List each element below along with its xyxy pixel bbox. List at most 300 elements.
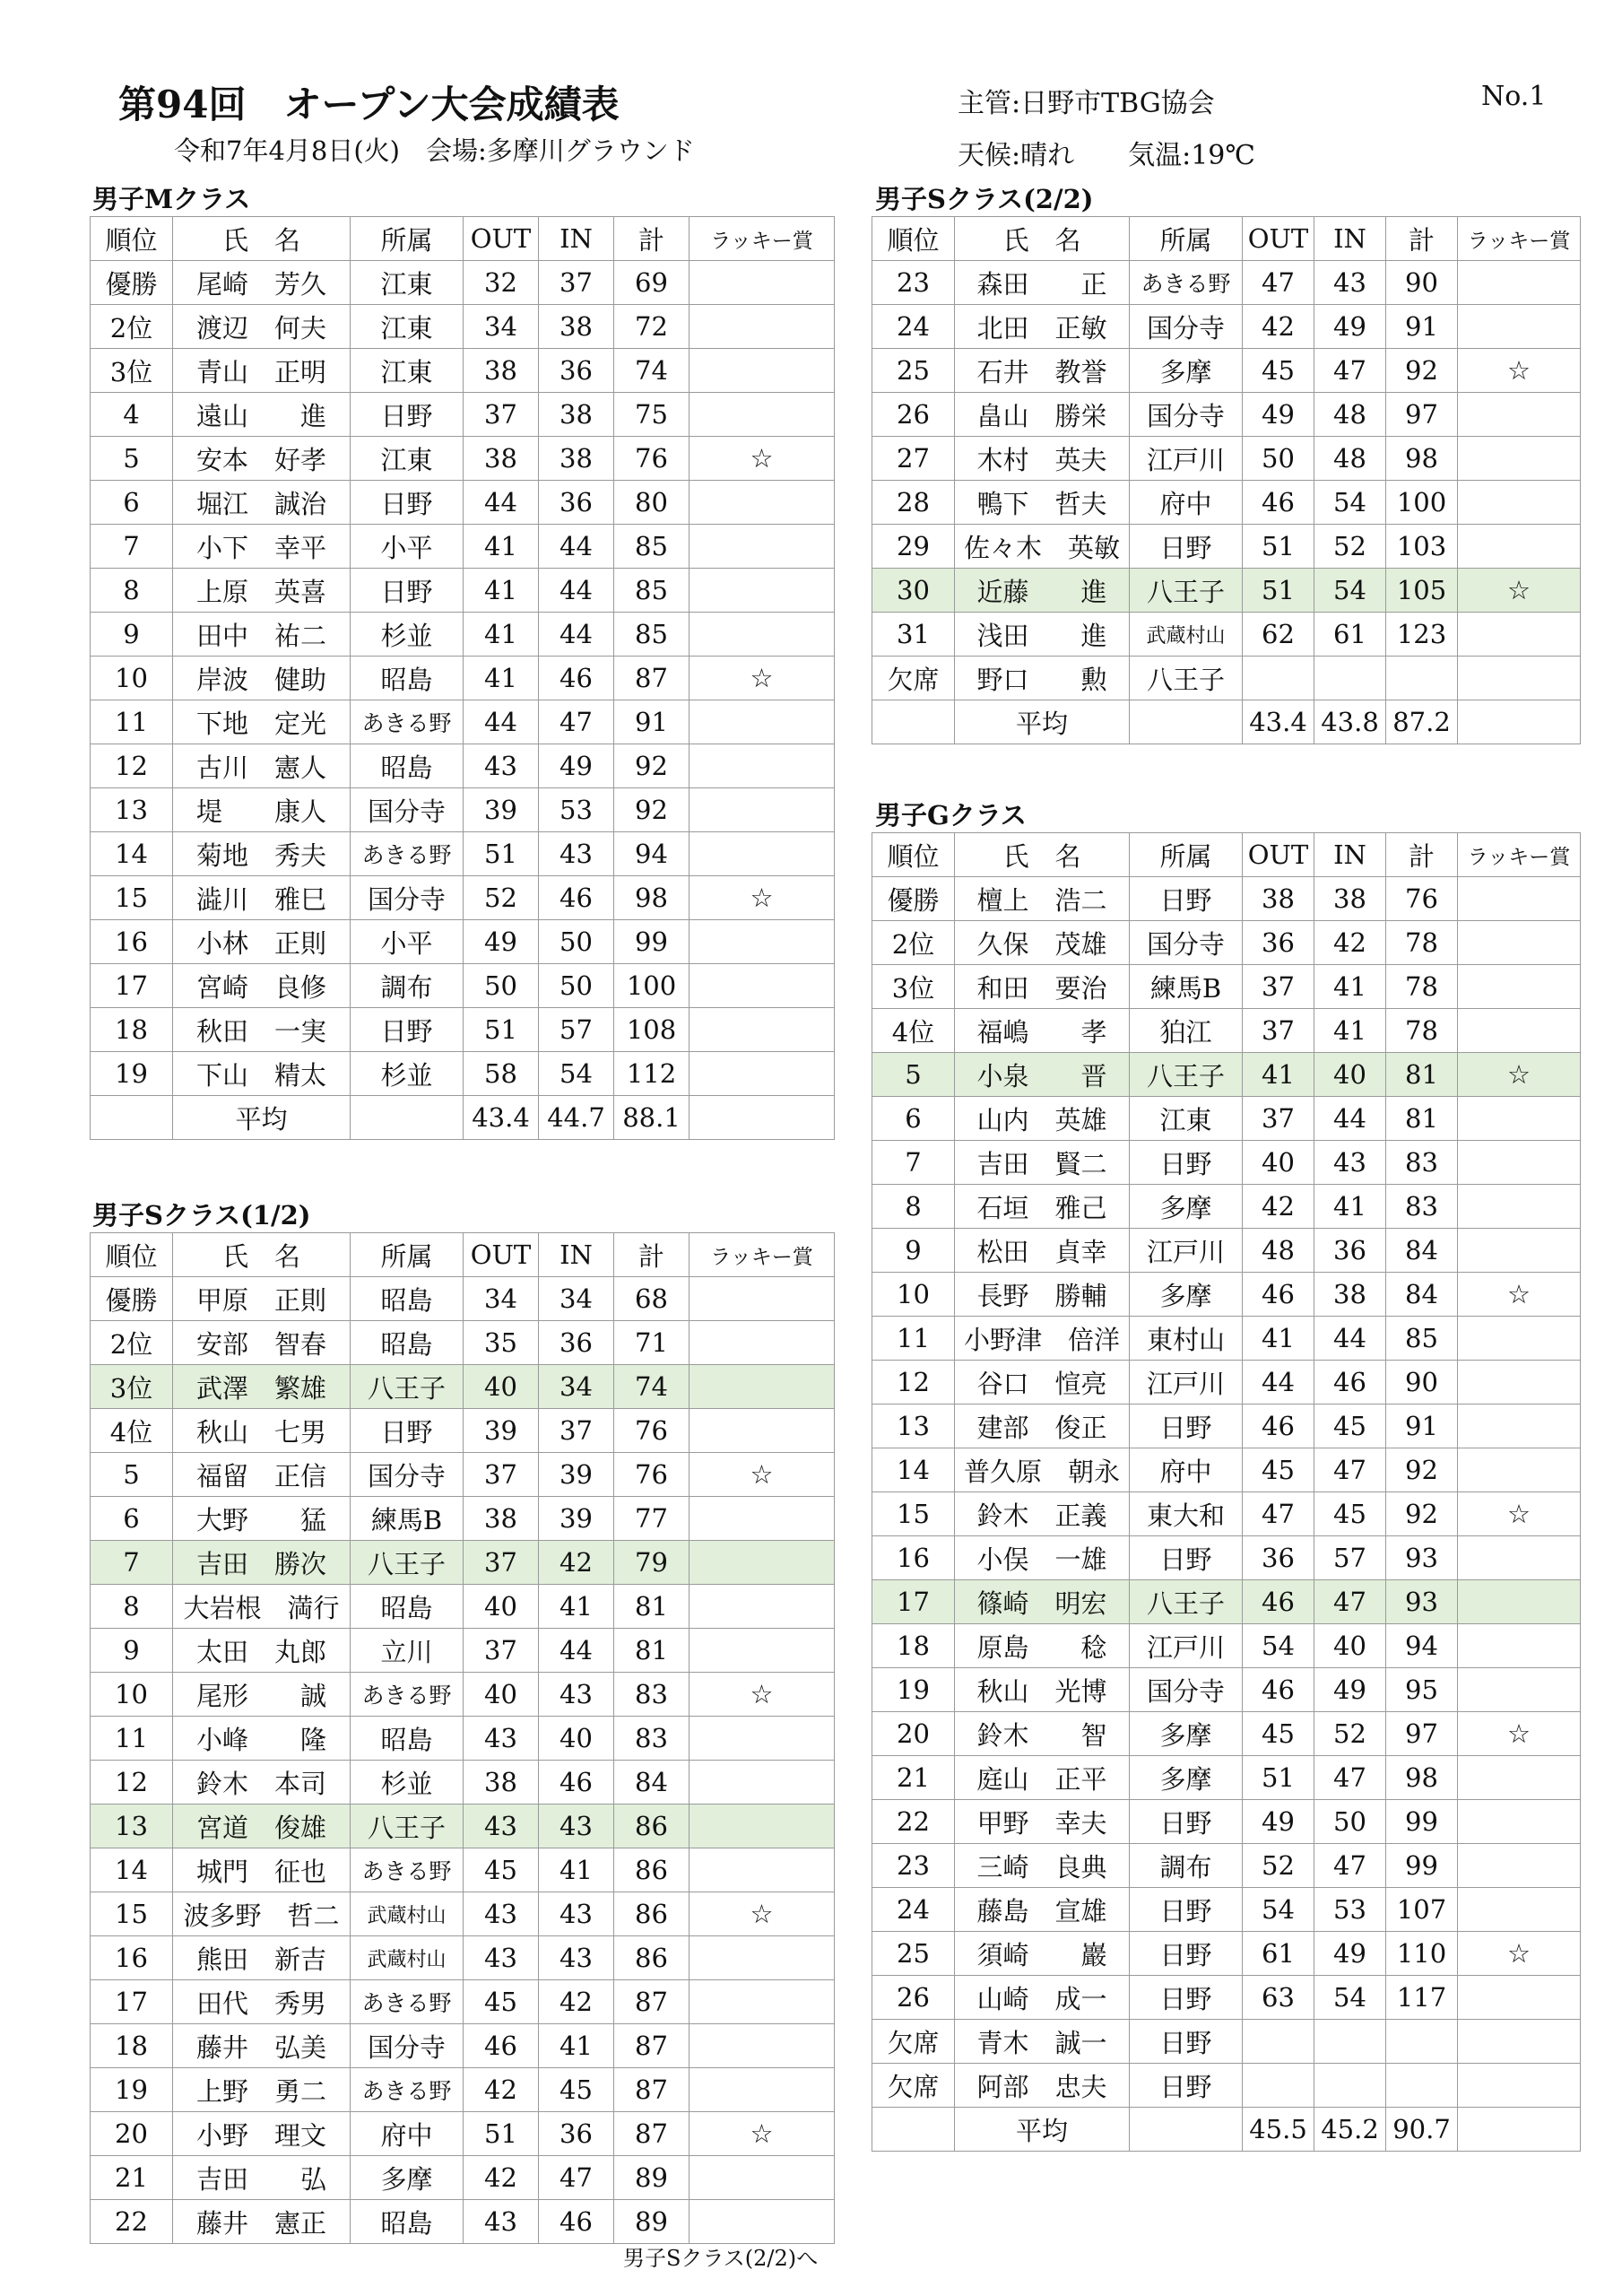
- cell-affiliation: 江東: [351, 261, 464, 305]
- cell-name: 阿部 忠夫: [955, 2064, 1130, 2108]
- cell-affiliation: 日野: [1130, 2064, 1243, 2108]
- table-row: [872, 657, 1581, 700]
- cell-lucky: ☆: [1458, 1492, 1581, 1536]
- cell-total: 76: [614, 437, 690, 481]
- cell-lucky: [1458, 1317, 1581, 1361]
- cell-rank: 2位: [872, 921, 955, 965]
- column-header-affiliation: 所属: [351, 1233, 464, 1277]
- cell-rank: 24: [872, 1888, 955, 1932]
- cell-lucky: [690, 1541, 835, 1585]
- table-row: [872, 1448, 1581, 1492]
- table-row: [872, 305, 1581, 349]
- cell-rank: 4位: [91, 1409, 173, 1453]
- cell-total: 85: [1386, 1317, 1458, 1361]
- cell-total: 100: [614, 964, 690, 1008]
- cell-name: 田中 祐二: [173, 613, 351, 657]
- cell-total: 83: [614, 1717, 690, 1761]
- cell-name: 宮崎 良修: [173, 964, 351, 1008]
- cell-affiliation: あきる野: [351, 2068, 464, 2112]
- table-row: [91, 1541, 835, 1585]
- cell-out: 44: [1243, 1361, 1314, 1405]
- cell-total: 98: [614, 876, 690, 920]
- cell-out: 39: [464, 1409, 539, 1453]
- cell-out: 40: [464, 1673, 539, 1717]
- cell-name: 城門 征也: [173, 1848, 351, 1892]
- header-row: [872, 833, 1581, 877]
- average-out: 43.4: [1243, 700, 1314, 744]
- cell-out: 51: [464, 2112, 539, 2156]
- cell-total: 97: [1386, 393, 1458, 437]
- cell-out: 52: [464, 876, 539, 920]
- table-row: [872, 393, 1581, 437]
- table-row: [91, 1453, 835, 1497]
- table-row: [91, 2156, 835, 2200]
- cell-lucky: ☆: [690, 2112, 835, 2156]
- cell-rank: 3位: [91, 349, 173, 393]
- cell-in: 44: [1314, 1097, 1386, 1141]
- cell-name: 尾崎 芳久: [173, 261, 351, 305]
- cell-rank: 7: [872, 1141, 955, 1185]
- cell-rank: 23: [872, 261, 955, 305]
- cell-lucky: [690, 1052, 835, 1096]
- cell-out: 38: [1243, 877, 1314, 921]
- average-label: 平均: [955, 2108, 1130, 2152]
- cell-name: 吉田 賢二: [955, 1141, 1130, 1185]
- average-in: 43.8: [1314, 700, 1386, 744]
- column-header-in: IN: [539, 1233, 614, 1277]
- cell-rank: 15: [872, 1492, 955, 1536]
- table-row: [91, 261, 835, 305]
- cell-rank: 25: [872, 349, 955, 393]
- cell-lucky: [690, 1497, 835, 1541]
- cell-out: 41: [464, 569, 539, 613]
- table-row: [91, 1629, 835, 1673]
- table-row: [872, 261, 1581, 305]
- table-row: [91, 349, 835, 393]
- cell-out: 49: [1243, 393, 1314, 437]
- cell-rank: 6: [91, 481, 173, 525]
- cell-lucky: [1458, 305, 1581, 349]
- section-title-g: 男子Gクラス: [875, 800, 1027, 831]
- event-date-venue: 令和7年4月8日(火) 会場:多摩川グラウンド: [174, 135, 695, 166]
- cell-affiliation: 国分寺: [1130, 1668, 1243, 1712]
- cell-affiliation: 江戸川: [1130, 1624, 1243, 1668]
- cell-name: 秋山 光博: [955, 1668, 1130, 1712]
- cell-lucky: [1458, 2064, 1581, 2108]
- section-title-s2: 男子Sクラス(2/2): [875, 184, 1094, 214]
- table-row: [872, 2064, 1581, 2108]
- cell-total: 79: [614, 1541, 690, 1585]
- cell-in: 38: [1314, 1273, 1386, 1317]
- cell-lucky: ☆: [1458, 1273, 1581, 1317]
- cell-affiliation: あきる野: [351, 1848, 464, 1892]
- cell-total: 99: [1386, 1800, 1458, 1844]
- cell-rank: 11: [91, 700, 173, 744]
- cell-rank: 9: [91, 613, 173, 657]
- table-row: [91, 657, 835, 700]
- cell-out: 46: [1243, 481, 1314, 525]
- cell-out: 46: [1243, 1580, 1314, 1624]
- continued-note: 男子Sクラス(2/2)へ: [623, 2246, 819, 2271]
- cell-total: 87: [614, 2068, 690, 2112]
- table-row: [91, 2068, 835, 2112]
- column-header-rank: 順位: [872, 217, 955, 261]
- cell-affiliation: 多摩: [1130, 1756, 1243, 1800]
- cell-lucky: [1458, 1185, 1581, 1229]
- table-row: [91, 1936, 835, 1980]
- cell-lucky: [690, 1805, 835, 1848]
- cell-in: 38: [539, 305, 614, 349]
- cell-empty: [872, 700, 955, 744]
- cell-lucky: [1458, 921, 1581, 965]
- cell-rank: 3位: [91, 1365, 173, 1409]
- cell-name: 三崎 良典: [955, 1844, 1130, 1888]
- table-row: [872, 1097, 1581, 1141]
- cell-name: 遠山 進: [173, 393, 351, 437]
- cell-out: 50: [1243, 437, 1314, 481]
- cell-name: 吉田 勝次: [173, 1541, 351, 1585]
- cell-total: [1386, 2064, 1458, 2108]
- cell-total: 84: [1386, 1273, 1458, 1317]
- cell-lucky: [1458, 1448, 1581, 1492]
- cell-in: 41: [1314, 965, 1386, 1009]
- cell-rank: 14: [91, 1848, 173, 1892]
- cell-empty: [690, 1096, 835, 1140]
- cell-out: [1243, 2020, 1314, 2064]
- table-row: [872, 1361, 1581, 1405]
- cell-lucky: [1458, 965, 1581, 1009]
- cell-in: [1314, 2020, 1386, 2064]
- cell-in: 54: [1314, 481, 1386, 525]
- cell-in: 38: [1314, 877, 1386, 921]
- cell-total: 85: [614, 525, 690, 569]
- cell-name: 田代 秀男: [173, 1980, 351, 2024]
- cell-rank: 18: [91, 1008, 173, 1052]
- cell-rank: 28: [872, 481, 955, 525]
- cell-total: 95: [1386, 1668, 1458, 1712]
- cell-lucky: [1458, 1361, 1581, 1405]
- cell-out: 42: [1243, 1185, 1314, 1229]
- cell-rank: 20: [872, 1712, 955, 1756]
- cell-in: 44: [539, 525, 614, 569]
- cell-lucky: [690, 1936, 835, 1980]
- cell-lucky: [1458, 1580, 1581, 1624]
- cell-rank: 16: [872, 1536, 955, 1580]
- cell-affiliation: 日野: [1130, 1932, 1243, 1976]
- table-row: [91, 569, 835, 613]
- cell-lucky: ☆: [690, 1673, 835, 1717]
- cell-lucky: [1458, 1536, 1581, 1580]
- cell-rank: 16: [91, 1936, 173, 1980]
- cell-name: 小峰 隆: [173, 1717, 351, 1761]
- table-row: [91, 1892, 835, 1936]
- cell-out: 46: [1243, 1668, 1314, 1712]
- cell-in: 37: [539, 261, 614, 305]
- cell-out: 51: [464, 1008, 539, 1052]
- cell-in: 38: [539, 393, 614, 437]
- cell-affiliation: 日野: [351, 1409, 464, 1453]
- cell-name: 鈴木 本司: [173, 1761, 351, 1805]
- cell-out: 43: [464, 1717, 539, 1761]
- cell-lucky: [690, 744, 835, 788]
- cell-lucky: [690, 1761, 835, 1805]
- cell-affiliation: 八王子: [351, 1805, 464, 1848]
- cell-total: 86: [614, 1805, 690, 1848]
- cell-rank: 21: [872, 1756, 955, 1800]
- column-header-in: IN: [1314, 217, 1386, 261]
- cell-lucky: [1458, 1888, 1581, 1932]
- cell-total: 85: [614, 569, 690, 613]
- table-row: [91, 788, 835, 832]
- cell-affiliation: 日野: [1130, 2020, 1243, 2064]
- cell-out: 38: [464, 1761, 539, 1805]
- cell-total: 87: [614, 1980, 690, 2024]
- table-row: [872, 349, 1581, 393]
- cell-rank: 24: [872, 305, 955, 349]
- cell-lucky: [1458, 657, 1581, 700]
- cell-in: 37: [539, 1409, 614, 1453]
- cell-total: 86: [614, 1936, 690, 1980]
- cell-out: 40: [464, 1365, 539, 1409]
- cell-name: 浅田 進: [955, 613, 1130, 657]
- cell-total: 87: [614, 2024, 690, 2068]
- cell-total: 94: [1386, 1624, 1458, 1668]
- cell-in: 43: [539, 1673, 614, 1717]
- cell-rank: 優勝: [91, 261, 173, 305]
- cell-rank: 15: [91, 1892, 173, 1936]
- cell-affiliation: 武蔵村山: [351, 1892, 464, 1936]
- cell-total: [1386, 657, 1458, 700]
- cell-out: 42: [464, 2068, 539, 2112]
- cell-in: 46: [539, 876, 614, 920]
- cell-affiliation: 江戸川: [1130, 1229, 1243, 1273]
- cell-affiliation: 多摩: [1130, 1185, 1243, 1229]
- table-row: [872, 1141, 1581, 1185]
- cell-name: 秋田 一実: [173, 1008, 351, 1052]
- cell-in: 43: [539, 1936, 614, 1980]
- cell-in: 50: [539, 920, 614, 964]
- cell-rank: 22: [91, 2200, 173, 2244]
- cell-in: [1314, 2064, 1386, 2108]
- cell-in: 57: [539, 1008, 614, 1052]
- cell-out: 41: [1243, 1053, 1314, 1097]
- cell-lucky: [690, 393, 835, 437]
- cell-rank: 18: [91, 2024, 173, 2068]
- cell-in: 61: [1314, 613, 1386, 657]
- cell-name: 波多野 哲二: [173, 1892, 351, 1936]
- cell-lucky: [690, 1717, 835, 1761]
- cell-total: 93: [1386, 1580, 1458, 1624]
- cell-empty: [351, 1096, 464, 1140]
- column-header-out: OUT: [464, 217, 539, 261]
- table-row: [872, 1273, 1581, 1317]
- cell-rank: 7: [91, 1541, 173, 1585]
- cell-rank: 優勝: [91, 1277, 173, 1321]
- cell-affiliation: 昭島: [351, 2200, 464, 2244]
- cell-affiliation: 府中: [1130, 481, 1243, 525]
- cell-out: 32: [464, 261, 539, 305]
- cell-lucky: [690, 1365, 835, 1409]
- cell-out: 47: [1243, 261, 1314, 305]
- cell-out: 63: [1243, 1976, 1314, 2020]
- cell-out: 45: [464, 1848, 539, 1892]
- column-header-in: IN: [1314, 833, 1386, 877]
- table-row: [872, 1492, 1581, 1536]
- column-header-rank: 順位: [91, 217, 173, 261]
- cell-out: 41: [464, 613, 539, 657]
- cell-total: 77: [614, 1497, 690, 1541]
- average-row: [91, 1096, 835, 1140]
- cell-lucky: ☆: [690, 1892, 835, 1936]
- average-total: 87.2: [1386, 700, 1458, 744]
- cell-affiliation: 日野: [1130, 1888, 1243, 1932]
- cell-total: 99: [1386, 1844, 1458, 1888]
- cell-in: 42: [1314, 921, 1386, 965]
- cell-lucky: [690, 305, 835, 349]
- cell-rank: 30: [872, 569, 955, 613]
- cell-in: 39: [539, 1453, 614, 1497]
- cell-name: 青木 誠一: [955, 2020, 1130, 2064]
- cell-affiliation: あきる野: [1130, 261, 1243, 305]
- page-number: No.1: [1481, 81, 1547, 112]
- cell-name: 藤島 宣雄: [955, 1888, 1130, 1932]
- cell-out: 37: [1243, 1009, 1314, 1053]
- table-row: [91, 393, 835, 437]
- table-row: [91, 744, 835, 788]
- column-header-lucky: ラッキー賞: [1458, 217, 1581, 261]
- cell-total: [1386, 2020, 1458, 2064]
- cell-rank: 9: [872, 1229, 955, 1273]
- cell-affiliation: 江戸川: [1130, 1361, 1243, 1405]
- column-header-affiliation: 所属: [1130, 833, 1243, 877]
- cell-lucky: [690, 832, 835, 876]
- cell-in: 38: [539, 437, 614, 481]
- cell-in: 46: [539, 2200, 614, 2244]
- table-row: [91, 1052, 835, 1096]
- cell-name: 和田 要治: [955, 965, 1130, 1009]
- cell-in: 34: [539, 1365, 614, 1409]
- cell-in: 45: [1314, 1405, 1386, 1448]
- cell-out: 62: [1243, 613, 1314, 657]
- cell-out: 37: [464, 393, 539, 437]
- cell-rank: 21: [91, 2156, 173, 2200]
- cell-rank: 欠席: [872, 2064, 955, 2108]
- cell-out: 52: [1243, 1844, 1314, 1888]
- cell-affiliation: 江東: [351, 349, 464, 393]
- cell-name: 小下 幸平: [173, 525, 351, 569]
- cell-rank: 5: [91, 437, 173, 481]
- cell-affiliation: 国分寺: [351, 788, 464, 832]
- cell-total: 98: [1386, 1756, 1458, 1800]
- cell-name: 須崎 巖: [955, 1932, 1130, 1976]
- cell-out: 36: [1243, 921, 1314, 965]
- cell-name: 山崎 成一: [955, 1976, 1130, 2020]
- cell-in: 46: [539, 1761, 614, 1805]
- cell-out: 37: [464, 1541, 539, 1585]
- cell-affiliation: 日野: [351, 481, 464, 525]
- table-row: [91, 2024, 835, 2068]
- section-title-m: 男子Mクラス: [92, 184, 251, 214]
- cell-rank: 欠席: [872, 657, 955, 700]
- table-row: [872, 437, 1581, 481]
- column-header-total: 計: [1386, 217, 1458, 261]
- table-row: [91, 920, 835, 964]
- table-row: [872, 2020, 1581, 2064]
- column-header-total: 計: [1386, 833, 1458, 877]
- cell-name: 吉田 弘: [173, 2156, 351, 2200]
- cell-in: 43: [539, 1805, 614, 1848]
- cell-name: 鈴木 智: [955, 1712, 1130, 1756]
- cell-affiliation: あきる野: [351, 1673, 464, 1717]
- cell-in: 48: [1314, 393, 1386, 437]
- cell-total: 117: [1386, 1976, 1458, 2020]
- column-header-out: OUT: [1243, 833, 1314, 877]
- cell-affiliation: 日野: [1130, 525, 1243, 569]
- organizer: 主管:日野市TBG協会: [958, 88, 1215, 119]
- cell-rank: 22: [872, 1800, 955, 1844]
- cell-lucky: [690, 788, 835, 832]
- cell-lucky: [1458, 393, 1581, 437]
- cell-total: 91: [1386, 1405, 1458, 1448]
- cell-rank: 3位: [872, 965, 955, 1009]
- cell-in: 50: [539, 964, 614, 1008]
- cell-lucky: ☆: [1458, 1712, 1581, 1756]
- column-header-name: 氏 名: [173, 1233, 351, 1277]
- cell-lucky: [1458, 1097, 1581, 1141]
- cell-rank: 8: [91, 1585, 173, 1629]
- cell-name: 佐々木 英敏: [955, 525, 1130, 569]
- cell-rank: 11: [872, 1317, 955, 1361]
- table-row: [872, 1756, 1581, 1800]
- table-row: [91, 876, 835, 920]
- cell-in: 43: [539, 832, 614, 876]
- cell-affiliation: 国分寺: [1130, 921, 1243, 965]
- cell-rank: 15: [91, 876, 173, 920]
- table-row: [91, 2200, 835, 2244]
- cell-total: 75: [614, 393, 690, 437]
- table-row: [91, 1409, 835, 1453]
- results-table-m: [90, 216, 835, 1140]
- cell-total: 81: [614, 1629, 690, 1673]
- cell-name: 堤 康人: [173, 788, 351, 832]
- table-row: [91, 525, 835, 569]
- table-row: [872, 1712, 1581, 1756]
- cell-total: 74: [614, 349, 690, 393]
- cell-rank: 11: [91, 1717, 173, 1761]
- cell-affiliation: 小平: [351, 920, 464, 964]
- cell-out: 40: [1243, 1141, 1314, 1185]
- cell-name: 尾形 誠: [173, 1673, 351, 1717]
- cell-total: 81: [1386, 1053, 1458, 1097]
- cell-lucky: [690, 2068, 835, 2112]
- cell-lucky: [690, 1409, 835, 1453]
- cell-out: 44: [464, 700, 539, 744]
- table-row: [91, 1321, 835, 1365]
- cell-affiliation: 昭島: [351, 1585, 464, 1629]
- cell-name: 建部 俊正: [955, 1405, 1130, 1448]
- cell-lucky: [1458, 1009, 1581, 1053]
- cell-lucky: [1458, 1229, 1581, 1273]
- cell-out: [1243, 2064, 1314, 2108]
- cell-lucky: [1458, 481, 1581, 525]
- cell-name: 大岩根 満行: [173, 1585, 351, 1629]
- cell-name: 武澤 繁雄: [173, 1365, 351, 1409]
- cell-empty: [872, 2108, 955, 2152]
- cell-rank: 17: [91, 1980, 173, 2024]
- cell-lucky: [690, 920, 835, 964]
- cell-lucky: [1458, 1844, 1581, 1888]
- cell-rank: 29: [872, 525, 955, 569]
